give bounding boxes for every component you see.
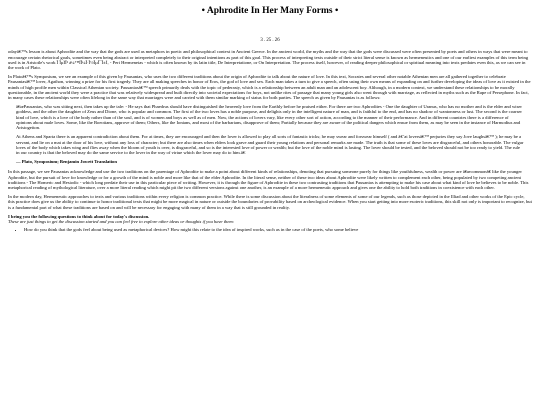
- page-title: • Aphrodite In Her Many Forms •: [201, 6, 339, 16]
- symposium-paragraph: In Platoâ€™s Symposium, we see an example of this given by Pausanias, who uses the two different traditions about the origin of Aphrodite to talk about the nature of love. In this text, Socrates and several other notable Athenian men are all gathered together to celebrate Pausaniasâ€™ lover, Agathon, winning a prize for his first tragedy. They are all making speeches in honor of Eros, the god of love and sex. Each man takes a turn to give a speech, often using their own means of expanding on and further developing the ideas of love as it existed in the minds of high profile men within Classical Athenian society. Pausaniasâ€™ speech primarily deals with the topic of pederasty, which is a relationship between an adult man and an adolescent boy. Although, in a modern context, we understand these relationships to be morally questionable, in the ancient world they were a practice that was relatively widespread and built directly into societal expectations for boys, not unlike rites of passage that many young girls also went through with marriage, as reflected in myths such as the Rape of Persephone. In fact, in many cases these relationships were often lifelong in the same way that marriages were and carried with them similar marking of status for both parties. The speech as given by Pausanias is as follows:: [8, 74, 531, 101]
- quote-part-2: At Athens and Sparta there is an apparent contradiction about them. For at times, they are encouraged and then the lover is allowed to play all sorts of fantastic tricks; he may swear and forswear himself ( and â€˜at loversâ€™ perjuries they say Jove laughsâ€™ ); he may be a servant, and lie on a mat at the door of his love, without any loss of character; but there are also times when elders look grave and guard their young relations and personal remarks are made. The truth is that some of these loves are disgraceful, and others honorable. The vulgar loves of the body which takes wing and flies away when the bloom of youth is over, is disgraceful, and so is the interested love of power or wealth; but the love of the noble mind is lasting. The lover should be tested, and the beloved should not be too ready to yield. The rule in our country is that the beloved may do the same service to the lover in the way of virtue which the lover may do to him.â€: [16, 134, 524, 156]
- discussion-list: [8, 227, 532, 232]
- analysis-paragraph: In this passage, we see Pausanias acknowledge and use the two traditions on the parentage of Aphrodite to make a point about different kinds of relationships, denoting that pursuing someone purely for things like youthfulness, wealth or power are â€œcommonâ€ like the younger Aphrodite, but the pursuit of love for knowledge or for a growth of the mind is noble and more like that of the elder Aphrodite. In the literal sense, neither of these two ideas about Aphrodite were likely written to complement each other, being populated by two competing ancient traditions - The Homeric and Hesiodic - which long predate their use in this particular piece of writing. However, it is through the figure of Aphrodite in these two contrasting traditions that Pausanias is attempting to make his case about what kind of love he believes to be noble. This metaphorical reading of mythological literature, over a more literal reading which might pit the two different versions against one another, is an example of a more hermeneutic approach and gives one the ability to hold both traditions in coexistence with each other.: [8, 169, 529, 191]
- intro-paragraph: odayâ€™s lesson is about Aphrodite and the way that the gods are used as metaphors in poetic and philosophical context in Ancient Greece. In the ancient world, the myths and the way that the gods were discussed were often presented by poets and others in ways that were meant to encourage certain rhetorical goals, sometimes even being abstract or interpreted completely to their original intentions as part of this goal. This process of interpreting texts outside of their strict literal sense is known as hermeneutics and one of our earliest examples of this term being used is in Aristotle's work Î ÎµÏÎ¹ á¼™ÏÎ¼Î·Î½ÎµÎ¯Î±Ï‚ - Peri Hermeneias - which is often known by its latin title, De Interpretatione, or On Interpretation. The process itself, however, of reading deeper philosophical or spiritual meaning into texts predates even this, as we can see in the work of Plato.: [8, 49, 529, 71]
- discussion-heading: I bring you the following questions to think about for today's discussion.: [8, 213, 150, 219]
- lesson-date: 3 . 25 . 26: [260, 38, 280, 43]
- discussion-subheading: These are just things to get the discussion started and you can feel free to explore other ideas or thoughts if you have them:: [8, 218, 235, 224]
- quote-part-1: â€œPausanias, who was sitting next, then takes up the tale: - He says that Phaedrus should have distinguished the heavenly love from the Earthly before he praised either. For there are two Aphrodites - One the daughter of Uranus, who has no mother and is the elder and wiser goddess, and the other the daughter of Zeus and Dione, who is popular and common. The first of the two loves has a noble purpose, and delights only in the intelligent nature of man, and is faithful to the end, and has no shadow of wantonness or lust. The second is the coarser kind of love, which is a love of the body rather than of the soul, and is of women and boys as well as of men. Now, the actions of lovers vary, like every other sort of action, according to the manner of their performance. And in different countries there is a difference of opinions about male loves. Some, like the Boeotians, approve of them; Others, like the Ionians, and most of the barbarians, disapprove of them; Partially because they are aware of the political dangers which ensue from them, as may be seen in the instance of Harmodius and Aristogeiton.: [16, 104, 522, 131]
- discussion-item: • How do you think that the gods feel about being used as metaphorical devices? How might this relate to the idea of inspired works, such as in the case of the poets, who some believe: [24, 227, 532, 232]
- quote-attribution: — Plato, Symposium; Benjamin Jowett Translation: [16, 159, 117, 165]
- modern-paragraph: In the modern day, Hermeneutic approaches to texts and various traditions within every religion is common practice. While there is some discussion about the literalness of some elements of some of our legends, such as those depicted in the Illiad and other works of the Epic cycle, this practice does give us the ability to continue to honor traditional texts that might be more magical in nature or outside the boundaries of provability based on archeological evidence. When you start getting into more esoteric traditions, this skill not only is important to recognize, but is a fundamental part of what these traditions are based on and will be necessary for engaging with many of them in a way that is still grounded in reality.: [8, 194, 532, 210]
